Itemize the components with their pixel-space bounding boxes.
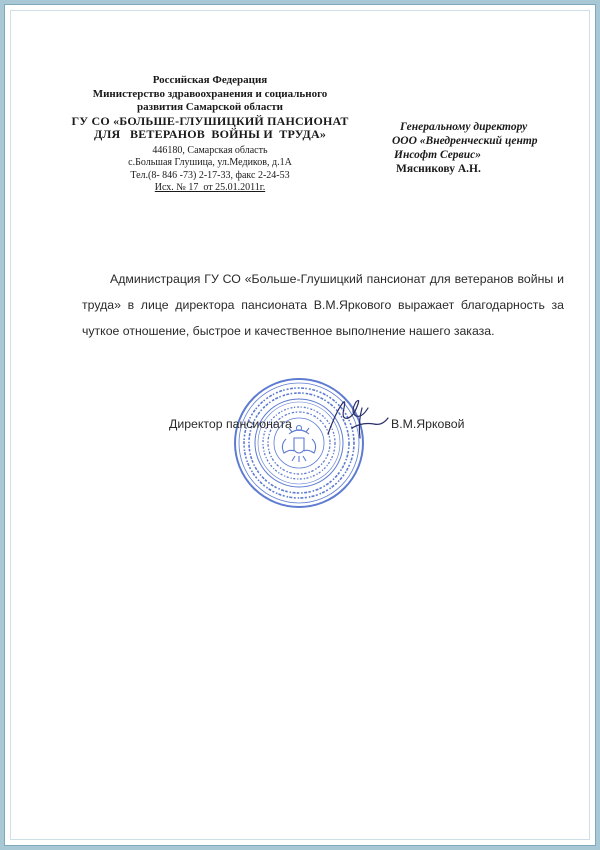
signatory-name: В.М.Ярковой	[391, 417, 465, 431]
director-signature	[322, 392, 394, 448]
recipient-line2: ООО «Внедренческий центр	[392, 135, 538, 147]
recipient-line1: Генеральному директору	[400, 121, 528, 133]
sender-phone: Тел.(8- 846 -73) 2-17-33, факс 2-24-53	[130, 169, 290, 181]
recipient-line3: Инсофт Сервис»	[394, 149, 481, 161]
sender-org-line1: ГУ СО «БОЛЬШЕ-ГЛУШИЦКИЙ ПАНСИОНАТ	[71, 113, 349, 128]
sender-country: Российская Федерация	[152, 74, 268, 86]
recipient-line4: Мясникову А.Н.	[396, 163, 481, 175]
letter-body: Администрация ГУ СО «Больше-Глушицкий пансионат для ветеранов войны и труда» в лице директора пансионата В.М.Яркового выражает благодарность за чуткое отношение, быстрое и качественное выполнение нашего заказа.	[82, 272, 564, 338]
sender-block	[60, 74, 360, 195]
sender-address-line2: с.Большая Глушица, ул.Медиков, д.1А	[128, 157, 292, 168]
sender-address-line1: 446180, Самарская область	[152, 144, 268, 156]
recipient-block	[392, 120, 592, 176]
sender-reference-number: Исх. № 17 от 25.01.2011г.	[154, 182, 266, 193]
sender-ministry-line2: развития Самарской области	[137, 101, 283, 113]
sender-ministry-line1: Министерство здравоохранения и социального	[92, 87, 328, 100]
signatory-title: Директор пансионата	[169, 417, 292, 431]
sender-org-line2: ДЛЯ ВЕТЕРАНОВ ВОЙНЫ И ТРУДА»	[93, 127, 327, 141]
